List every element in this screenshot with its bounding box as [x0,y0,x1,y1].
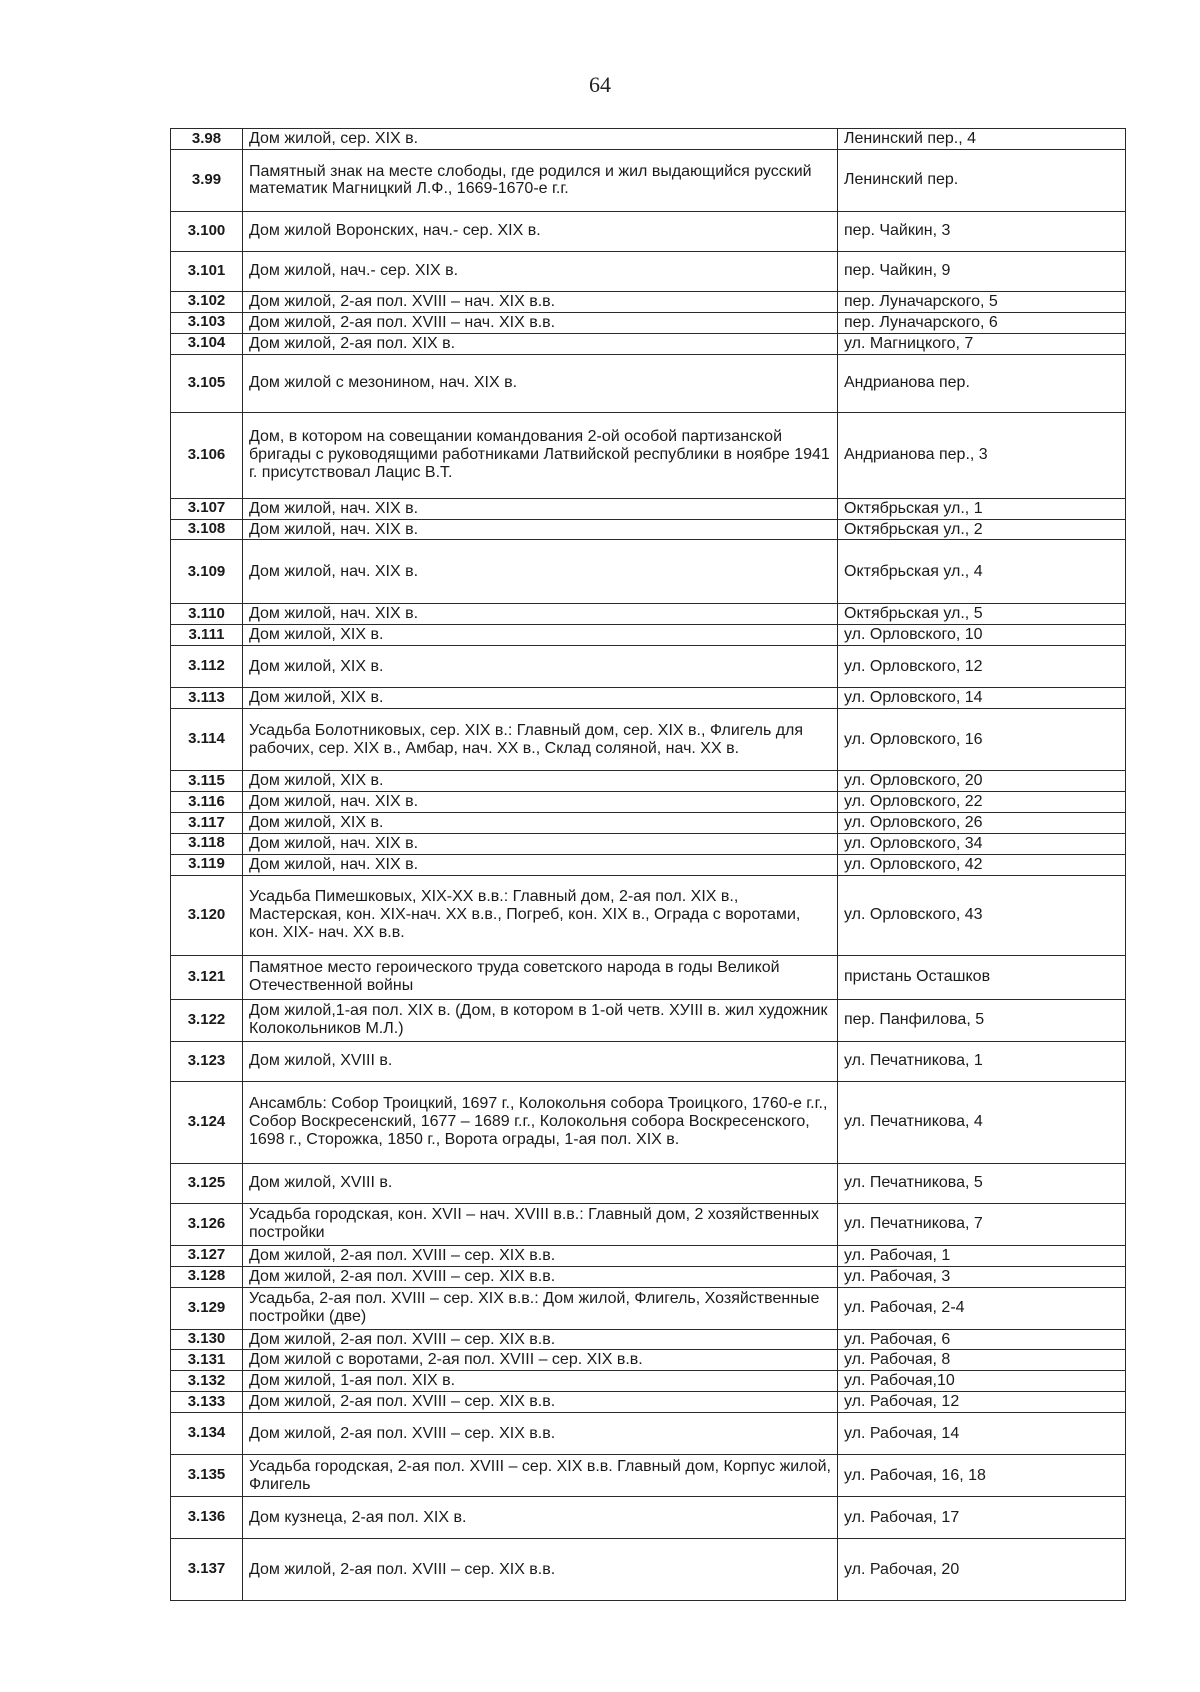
object-name-cell: Усадьба Пимешковых, XIX-XX в.в.: Главный дом, 2-ая пол. XIX в., Мастерская, кон. XIX-нач. XX в.в., Погреб, кон. XIX в., Ограда с воротами, кон. XIX- нач. XX в.в. [243,875,838,955]
address-cell: ул. Рабочая, 20 [838,1539,1126,1601]
address-cell: пер. Чайкин, 9 [838,251,1126,291]
object-name-cell: Дом жилой, 2-ая пол. XVIII – сер. XIX в.в. [243,1266,838,1287]
table-row [171,875,1126,955]
table-row [171,333,1126,354]
table-row [171,498,1126,519]
object-name-cell: Дом жилой, нач. XIX в. [243,498,838,519]
address-cell: ул. Рабочая, 16, 18 [838,1455,1126,1497]
object-name-cell: Дом жилой, 2-ая пол. XVIII – сер. XIX в.в. [243,1413,838,1455]
row-number-cell: 3.98 [171,129,243,150]
object-name-cell: Дом жилой, XIX в. [243,646,838,688]
object-name-cell: Дом жилой, 2-ая пол. XVIII – сер. XIX в.в. [243,1392,838,1413]
row-number-cell: 3.118 [171,833,243,854]
address-cell: ул. Рабочая, 12 [838,1392,1126,1413]
row-number-cell: 3.119 [171,854,243,875]
address-cell: Ленинский пер. [838,149,1126,211]
object-name-cell: Дом жилой Воронских, нач.- сер. XIX в. [243,211,838,251]
row-number-cell: 3.117 [171,812,243,833]
address-cell: Ленинский пер., 4 [838,129,1126,150]
object-name-cell: Дом жилой, нач. XIX в. [243,519,838,540]
object-name-cell: Дом жилой, 2-ая пол. XVIII – нач. XIX в.в. [243,291,838,312]
row-number-cell: 3.126 [171,1203,243,1245]
address-cell: ул. Орловского, 26 [838,812,1126,833]
object-name-cell: Дом жилой, нач. XIX в. [243,540,838,604]
row-number-cell: 3.103 [171,312,243,333]
address-cell: ул. Орловского, 34 [838,833,1126,854]
table-row [171,1163,1126,1203]
row-number-cell: 3.121 [171,955,243,999]
object-name-cell: Памятный знак на месте слободы, где родился и жил выдающийся русский математик Магницкий Л.Ф., 1669-1670-е г.г. [243,149,838,211]
address-cell: ул. Рабочая, 3 [838,1266,1126,1287]
address-cell: ул. Рабочая, 1 [838,1245,1126,1266]
address-cell: ул. Орловского, 43 [838,875,1126,955]
row-number-cell: 3.114 [171,709,243,771]
row-number-cell: 3.133 [171,1392,243,1413]
address-cell: ул. Печатникова, 4 [838,1081,1126,1163]
table-row [171,412,1126,498]
object-name-cell: Усадьба Болотниковых, сер. XIX в.: Главный дом, сер. XIX в., Флигель для рабочих, сер. XIX в., Амбар, нач. XX в., Склад соляной, нач. XX в. [243,709,838,771]
object-name-cell: Дом жилой, сер. XIX в. [243,129,838,150]
row-number-cell: 3.132 [171,1371,243,1392]
table-row [171,854,1126,875]
address-cell: ул. Рабочая, 17 [838,1497,1126,1539]
table-row [171,1539,1126,1601]
table-row [171,604,1126,625]
row-number-cell: 3.124 [171,1081,243,1163]
object-name-cell: Дом жилой с мезонином, нач. XIX в. [243,354,838,412]
address-cell: Андрианова пер., 3 [838,412,1126,498]
heritage-registry-table [170,128,1126,1601]
table-row [171,1497,1126,1539]
table-row [171,833,1126,854]
row-number-cell: 3.129 [171,1287,243,1329]
table-row [171,129,1126,150]
table-row [171,251,1126,291]
row-number-cell: 3.122 [171,999,243,1041]
row-number-cell: 3.107 [171,498,243,519]
object-name-cell: Дом жилой, нач.- сер. XIX в. [243,251,838,291]
address-cell: ул. Рабочая, 8 [838,1350,1126,1371]
row-number-cell: 3.112 [171,646,243,688]
row-number-cell: 3.101 [171,251,243,291]
page-number: 64 [589,72,611,97]
object-name-cell: Дом жилой, 2-ая пол. XIX в. [243,333,838,354]
address-cell: ул. Орловского, 16 [838,709,1126,771]
table-row [171,211,1126,251]
object-name-cell: Дом жилой,1-ая пол. XIX в. (Дом, в котором в 1-ой четв. XУIII в. жил художник Колокольников М.Л.) [243,999,838,1041]
address-cell: ул. Орловского, 14 [838,688,1126,709]
object-name-cell: Дом жилой, 2-ая пол. XVIII – сер. XIX в.в. [243,1539,838,1601]
object-name-cell: Дом жилой, нач. XIX в. [243,792,838,813]
address-cell: ул. Орловского, 22 [838,792,1126,813]
address-cell: ул. Рабочая, 2-4 [838,1287,1126,1329]
address-cell: ул. Печатникова, 7 [838,1203,1126,1245]
table-row [171,354,1126,412]
row-number-cell: 3.130 [171,1329,243,1350]
table-row [171,955,1126,999]
row-number-cell: 3.116 [171,792,243,813]
object-name-cell: Дом кузнеца, 2-ая пол. XIX в. [243,1497,838,1539]
address-cell: Октябрьская ул., 1 [838,498,1126,519]
object-name-cell: Дом жилой, 2-ая пол. XVIII – сер. XIX в.в. [243,1245,838,1266]
row-number-cell: 3.115 [171,771,243,792]
row-number-cell: 3.135 [171,1455,243,1497]
table-row [171,1203,1126,1245]
address-cell: Андрианова пер. [838,354,1126,412]
object-name-cell: Дом жилой, 2-ая пол. XVIII – нач. XIX в.в. [243,312,838,333]
object-name-cell: Дом жилой, XVIII в. [243,1163,838,1203]
table-row [171,1287,1126,1329]
address-cell: ул. Печатникова, 5 [838,1163,1126,1203]
table-row [171,1350,1126,1371]
address-cell: ул. Магницкого, 7 [838,333,1126,354]
object-name-cell: Дом жилой, 2-ая пол. XVIII – сер. XIX в.в. [243,1329,838,1350]
row-number-cell: 3.102 [171,291,243,312]
object-name-cell: Дом жилой, нач. XIX в. [243,833,838,854]
registry-body [171,129,1126,1601]
row-number-cell: 3.99 [171,149,243,211]
object-name-cell: Дом, в котором на совещании командования 2-ой особой партизанской бригады с руководящими работниками Латвийской республики в ноябре 1941 г. присутствовал Лацис В.Т. [243,412,838,498]
address-cell: пер. Чайкин, 3 [838,211,1126,251]
address-cell: Октябрьская ул., 4 [838,540,1126,604]
object-name-cell: Усадьба городская, 2-ая пол. XVIII – сер. XIX в.в. Главный дом, Корпус жилой, Флигель [243,1455,838,1497]
address-cell: ул. Рабочая,10 [838,1371,1126,1392]
row-number-cell: 3.123 [171,1041,243,1081]
row-number-cell: 3.136 [171,1497,243,1539]
object-name-cell: Усадьба, 2-ая пол. XVIII – сер. XIX в.в.: Дом жилой, Флигель, Хозяйственные постройки (две) [243,1287,838,1329]
object-name-cell: Дом жилой, XIX в. [243,688,838,709]
row-number-cell: 3.110 [171,604,243,625]
row-number-cell: 3.120 [171,875,243,955]
table-row [171,1371,1126,1392]
object-name-cell: Дом жилой с воротами, 2-ая пол. XVIII – сер. XIX в.в. [243,1350,838,1371]
table-row [171,999,1126,1041]
row-number-cell: 3.111 [171,625,243,646]
row-number-cell: 3.106 [171,412,243,498]
row-number-cell: 3.100 [171,211,243,251]
address-cell: пер. Луначарского, 5 [838,291,1126,312]
object-name-cell: Дом жилой, XVIII в. [243,1041,838,1081]
row-number-cell: 3.137 [171,1539,243,1601]
table-row [171,771,1126,792]
address-cell: ул. Орловского, 20 [838,771,1126,792]
table-row [171,1245,1126,1266]
row-number-cell: 3.128 [171,1266,243,1287]
table-row [171,812,1126,833]
object-name-cell: Дом жилой, XIX в. [243,625,838,646]
address-cell: ул. Рабочая, 14 [838,1413,1126,1455]
table-row [171,1329,1126,1350]
address-cell: ул. Орловского, 12 [838,646,1126,688]
address-cell: пристань Осташков [838,955,1126,999]
table-row [171,1392,1126,1413]
row-number-cell: 3.134 [171,1413,243,1455]
table-row [171,709,1126,771]
table-row [171,646,1126,688]
address-cell: ул. Печатникова, 1 [838,1041,1126,1081]
table-row [171,312,1126,333]
row-number-cell: 3.108 [171,519,243,540]
table-row [171,625,1126,646]
row-number-cell: 3.113 [171,688,243,709]
table-row [171,1041,1126,1081]
object-name-cell: Дом жилой, нач. XIX в. [243,604,838,625]
table-row [171,792,1126,813]
object-name-cell: Памятное место героического труда советского народа в годы Великой Отечественной войны [243,955,838,999]
table-row [171,1081,1126,1163]
row-number-cell: 3.127 [171,1245,243,1266]
object-name-cell: Усадьба городская, кон. XVII – нач. XVIII в.в.: Главный дом, 2 хозяйственных постройки [243,1203,838,1245]
table-row [171,540,1126,604]
row-number-cell: 3.125 [171,1163,243,1203]
table-row [171,519,1126,540]
object-name-cell: Дом жилой, XIX в. [243,771,838,792]
row-number-cell: 3.109 [171,540,243,604]
table-row [171,291,1126,312]
address-cell: пер. Луначарского, 6 [838,312,1126,333]
address-cell: ул. Рабочая, 6 [838,1329,1126,1350]
table-row [171,1266,1126,1287]
row-number-cell: 3.104 [171,333,243,354]
object-name-cell: Дом жилой, нач. XIX в. [243,854,838,875]
row-number-cell: 3.105 [171,354,243,412]
object-name-cell: Ансамбль: Собор Троицкий, 1697 г., Колокольня собора Троицкого, 1760-е г.г., Собор Воскресенский, 1677 – 1689 г.г., Колокольня собора Воскресенского, 1698 г., Сторожка, 1850 г., Ворота ограды, 1-ая пол. XIX в. [243,1081,838,1163]
address-cell: ул. Орловского, 42 [838,854,1126,875]
object-name-cell: Дом жилой, 1-ая пол. XIX в. [243,1371,838,1392]
table-row [171,1413,1126,1455]
object-name-cell: Дом жилой, XIX в. [243,812,838,833]
row-number-cell: 3.131 [171,1350,243,1371]
address-cell: Октябрьская ул., 2 [838,519,1126,540]
address-cell: пер. Панфилова, 5 [838,999,1126,1041]
address-cell: Октябрьская ул., 5 [838,604,1126,625]
address-cell: ул. Орловского, 10 [838,625,1126,646]
table-row [171,688,1126,709]
table-row [171,1455,1126,1497]
table-row [171,149,1126,211]
